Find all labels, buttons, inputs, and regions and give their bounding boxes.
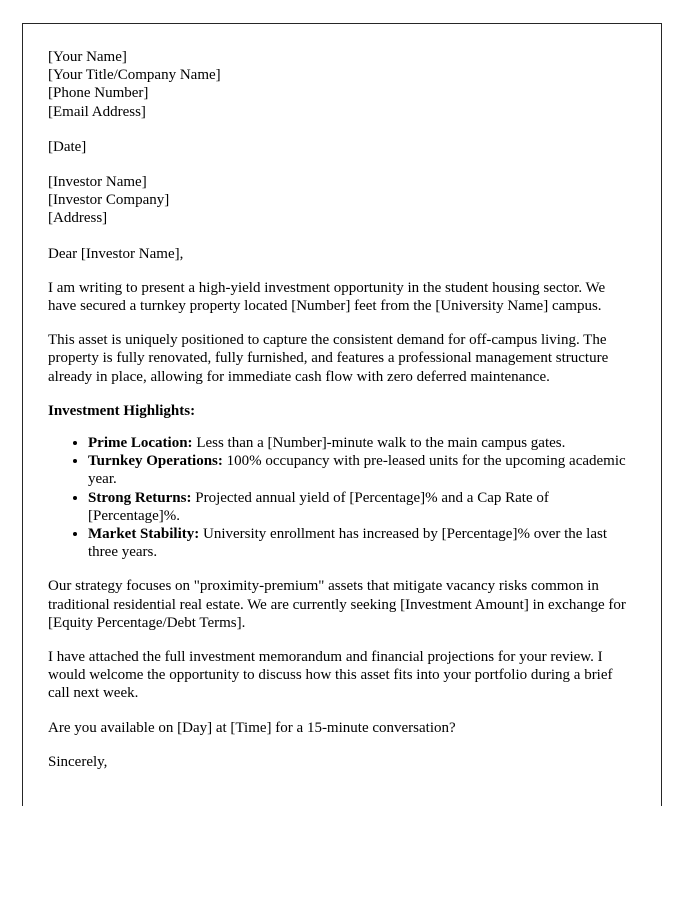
paragraph-opening: I am writing to present a high-yield investment opportunity in the student housing sector. We have secured a turnkey property located [Number] feet from the [University Name] campus.: [48, 279, 606, 315]
letter-date: [Date]: [48, 138, 87, 155]
highlight-text: University enrollment has increased by [Percentage]% over the last three years.: [88, 526, 608, 561]
recipient-address: [Address]: [48, 210, 108, 227]
sender-email: [Email Address]: [48, 103, 146, 120]
recipient-name: [Investor Name]: [48, 174, 147, 191]
letter-content: [48, 48, 626, 771]
sender-title-company: [Your Title/Company Name]: [48, 67, 221, 84]
highlight-lead: Market Stability:: [88, 526, 200, 543]
recipient-company: [Investor Company]: [48, 192, 170, 209]
date-block: [48, 138, 626, 156]
list-item: [88, 525, 626, 561]
paragraph-strategy: Our strategy focuses on "proximity-premium" assets that mitigate vacancy risks common in traditional residential real estate. We are currently seeking [Investment Amount] in exchange for [Equity Percentage/Debt Terms].: [48, 578, 626, 631]
sender-phone: [Phone Number]: [48, 85, 149, 102]
list-item: [88, 434, 626, 452]
closing-salutation: Sincerely,: [48, 753, 108, 770]
investment-highlights-heading: Investment Highlights:: [48, 402, 196, 419]
highlight-text: Less than a [Number]-minute walk to the main campus gates.: [192, 435, 566, 452]
paragraph-call-to-action: Are you available on [Day] at [Time] for a 15-minute conversation?: [48, 719, 456, 736]
paragraph-asset-description: This asset is uniquely positioned to capture the consistent demand for off-campus living. The property is fully renovated, fully furnished, and features a professional management structure already in place, allowing for immediate cash flow with zero deferred maintenance.: [48, 332, 609, 385]
highlight-text: 100% occupancy with pre-leased units for the upcoming academic year.: [88, 453, 626, 488]
letter-page: [22, 23, 662, 806]
list-item: [88, 452, 626, 488]
highlight-lead: Prime Location:: [88, 435, 193, 452]
salutation: Dear [Investor Name],: [48, 245, 184, 262]
paragraph-attachment: I have attached the full investment memorandum and financial projections for your review. I would welcome the opportunity to discuss how this asset fits into your portfolio during a brief call next week.: [48, 649, 613, 702]
highlight-text: Projected annual yield of [Percentage]% and a Cap Rate of [Percentage]%.: [88, 489, 549, 524]
sender-address-block: [48, 48, 626, 121]
recipient-address-block: [48, 173, 626, 228]
highlight-lead: Strong Returns:: [88, 489, 192, 506]
list-item: [88, 489, 626, 525]
investment-highlights-list: [48, 434, 626, 561]
highlight-lead: Turnkey Operations:: [88, 453, 223, 470]
sender-name: [Your Name]: [48, 49, 127, 65]
